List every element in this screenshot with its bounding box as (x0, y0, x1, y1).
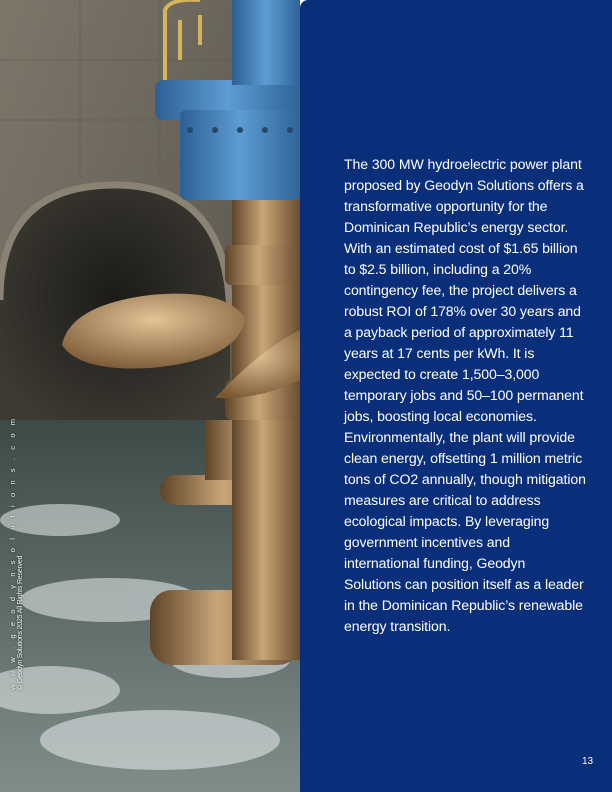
summary-paragraph: The 300 MW hydroelectric power plant proposed by Geodyn Solutions offers a transformative opportunity for the Dominican Republic’s energy sector. With an estimated cost of $1.65 billion to $2.5 billion, including a 20% contingency fee, the project delivers a robust ROI of 178% over 30 years and a payback period of approximately 11 years at 17 cents per kWh. It is expected to create 1,500–3,000 temporary jobs and 50–100 permanent jobs, boosting local economies. Environmentally, the plant will provide clean energy, offsetting 1 million metric tons of CO2 annually, though mitigation measures are critical to address ecological impacts. By leveraging government incentives and international funding, Geodyn Solutions can position itself as a leader in the Dominican Republic’s renewable energy transition. (344, 156, 586, 634)
page-number: 13 (582, 756, 594, 767)
vertical-footer (9, 416, 25, 690)
text-panel (300, 0, 612, 792)
turbine-illustration (0, 0, 300, 792)
turbine-photo (0, 0, 300, 792)
copyright-notice: © Geodyn Solutions 2025 All Rights Reserved (17, 555, 25, 690)
website-url[interactable]: w w w . g e o d y n s o l u t i o n s . c o m (8, 415, 17, 690)
